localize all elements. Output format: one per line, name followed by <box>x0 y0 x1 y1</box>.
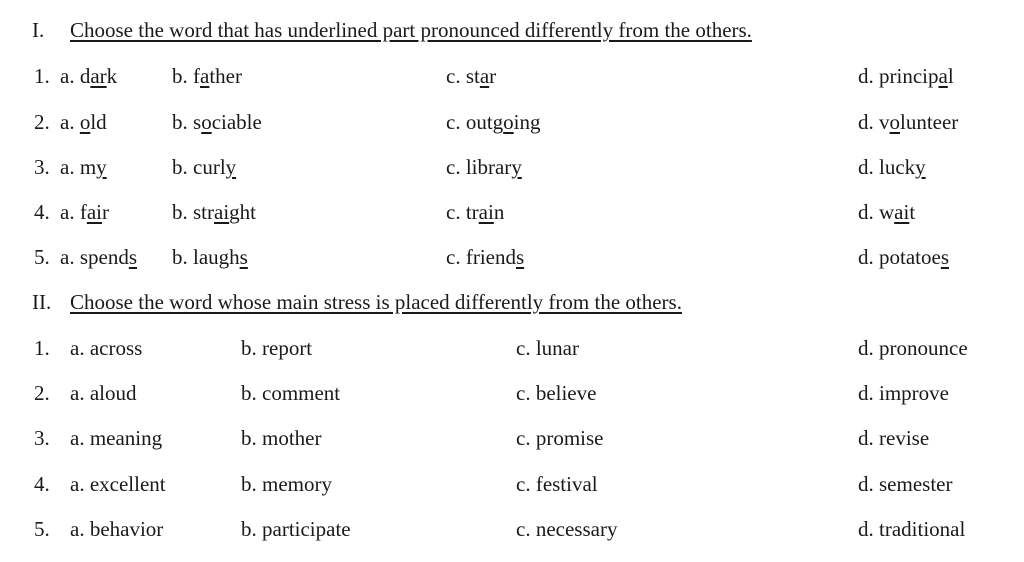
question-number: 3. <box>34 426 50 450</box>
option-b: b. mother <box>241 426 322 450</box>
underlined-part: y <box>915 155 926 179</box>
option-a: a. excellent <box>70 472 166 496</box>
option-d: d. semester <box>858 472 953 496</box>
option-label: b. <box>172 110 188 134</box>
option-b <box>172 245 248 270</box>
word-part: f <box>79 200 87 224</box>
option-label: a. <box>60 245 75 269</box>
option-a <box>60 245 137 270</box>
option-a: a. aloud <box>70 381 137 405</box>
option-c <box>446 64 496 89</box>
section-1-number: I. <box>32 18 45 42</box>
word-part: librar <box>465 155 512 179</box>
word-part: laugh <box>193 245 240 269</box>
section-1-question-5 <box>0 245 1024 275</box>
word-part: t <box>909 200 916 224</box>
question-number: 1. <box>34 336 50 360</box>
option-c: c. believe <box>516 381 597 405</box>
word-part: k <box>106 64 118 88</box>
word-part: r <box>101 200 109 224</box>
option-label: d. <box>858 64 874 88</box>
word-part: m <box>79 155 97 179</box>
option-d <box>858 200 915 225</box>
word-part: ciable <box>211 110 262 134</box>
option-d <box>858 245 949 270</box>
option-d <box>858 64 954 89</box>
underlined-part: ai <box>214 200 230 224</box>
word-part: tr <box>465 200 479 224</box>
option-c: c. lunar <box>516 336 579 360</box>
option-b: b. memory <box>241 472 332 496</box>
option-b: b. report <box>241 336 313 360</box>
option-label: c. <box>446 110 461 134</box>
option-label: c. <box>446 155 461 179</box>
option-label: a. <box>60 110 75 134</box>
word-part: potatoe <box>879 245 941 269</box>
option-a: a. behavior <box>70 517 164 541</box>
section-1-question-4 <box>0 200 1024 230</box>
option-c: c. festival <box>516 472 598 496</box>
underlined-part: o <box>503 110 514 134</box>
option-d: d. pronounce <box>858 336 968 360</box>
option-a: a. meaning <box>70 426 163 450</box>
word-part: friend <box>465 245 516 269</box>
section-1-heading <box>32 18 752 43</box>
option-label: d. <box>858 200 874 224</box>
option-label: b. <box>172 200 188 224</box>
question-number: 4. <box>34 472 50 496</box>
option-a: a. across <box>70 336 143 360</box>
option-c <box>446 110 541 135</box>
option-label: d. <box>858 110 874 134</box>
underlined-part: ar <box>90 64 107 88</box>
question-number: 3. <box>34 155 50 179</box>
option-label: b. <box>172 245 188 269</box>
option-b: b. participate <box>241 517 351 541</box>
word-part: f <box>193 64 200 88</box>
underlined-part: ai <box>894 200 910 224</box>
option-label: b. <box>172 155 188 179</box>
option-d <box>858 110 958 135</box>
option-c <box>446 200 504 225</box>
section-2-question-5 <box>0 517 1024 547</box>
option-label: d. <box>858 155 874 179</box>
section-1-question-2 <box>0 110 1024 140</box>
underlined-part: a <box>938 64 948 88</box>
section-2-question-1 <box>0 336 1024 366</box>
option-c <box>446 245 524 270</box>
option-label: b. <box>172 64 188 88</box>
option-c: c. necessary <box>516 517 618 541</box>
word-part: l <box>947 64 954 88</box>
option-a <box>60 155 107 180</box>
word-part: n <box>493 200 505 224</box>
option-label: c. <box>446 200 461 224</box>
section-2-question-3 <box>0 426 1024 456</box>
word-part: luck <box>879 155 916 179</box>
underlined-part: y <box>96 155 107 179</box>
section-2-heading <box>32 290 682 315</box>
option-label: a. <box>60 200 75 224</box>
question-number: 1. <box>34 64 50 88</box>
section-2-question-4 <box>0 472 1024 502</box>
underlined-part: a <box>200 64 210 88</box>
word-part: w <box>879 200 895 224</box>
word-part: str <box>193 200 214 224</box>
option-b: b. comment <box>241 381 341 405</box>
word-part: v <box>879 110 890 134</box>
option-d: d. revise <box>858 426 930 450</box>
section-1-instruction: Choose the word that has underlined part pronounced differently from the others. <box>70 18 752 42</box>
underlined-part: o <box>889 110 900 134</box>
option-label: c. <box>446 245 461 269</box>
word-part: lunteer <box>900 110 959 134</box>
word-part: spend <box>79 245 129 269</box>
underlined-part: s <box>239 245 248 269</box>
word-part: s <box>193 110 202 134</box>
underlined-part: y <box>225 155 237 179</box>
word-part: d <box>79 64 91 88</box>
question-number: 2. <box>34 110 50 134</box>
question-number: 5. <box>34 245 50 269</box>
option-b <box>172 155 236 180</box>
option-label: d. <box>858 245 874 269</box>
underlined-part: a <box>479 64 490 88</box>
word-part: outg <box>465 110 504 134</box>
word-part: st <box>465 64 480 88</box>
option-c <box>446 155 522 180</box>
option-a <box>60 64 117 89</box>
option-b <box>172 64 242 89</box>
word-part: ing <box>513 110 541 134</box>
option-label: c. <box>446 64 461 88</box>
word-part: ther <box>209 64 242 88</box>
underlined-part: s <box>515 245 525 269</box>
underlined-part: ai <box>86 200 102 224</box>
question-number: 4. <box>34 200 50 224</box>
option-c: c. promise <box>516 426 604 450</box>
option-b <box>172 110 262 135</box>
underlined-part: s <box>128 245 138 269</box>
word-part: curl <box>193 155 226 179</box>
underlined-part: s <box>940 245 949 269</box>
option-d: d. traditional <box>858 517 966 541</box>
word-part: ght <box>229 200 256 224</box>
section-2-question-2 <box>0 381 1024 411</box>
option-d: d. improve <box>858 381 949 405</box>
underlined-part: ai <box>478 200 494 224</box>
word-part: princip <box>879 64 939 88</box>
question-number: 5. <box>34 517 50 541</box>
section-1-question-1 <box>0 64 1024 94</box>
option-d <box>858 155 926 180</box>
word-part: ld <box>90 110 107 134</box>
option-label: a. <box>60 64 75 88</box>
option-b <box>172 200 256 225</box>
underlined-part: o <box>201 110 212 134</box>
option-label: a. <box>60 155 75 179</box>
question-number: 2. <box>34 381 50 405</box>
section-2-number: II. <box>32 290 52 314</box>
section-2-instruction: Choose the word whose main stress is placed differently from the others. <box>70 290 682 314</box>
underlined-part: o <box>79 110 91 134</box>
option-a <box>60 110 107 135</box>
section-1-question-3 <box>0 155 1024 185</box>
underlined-part: y <box>511 155 522 179</box>
word-part: r <box>489 64 497 88</box>
option-a <box>60 200 109 225</box>
